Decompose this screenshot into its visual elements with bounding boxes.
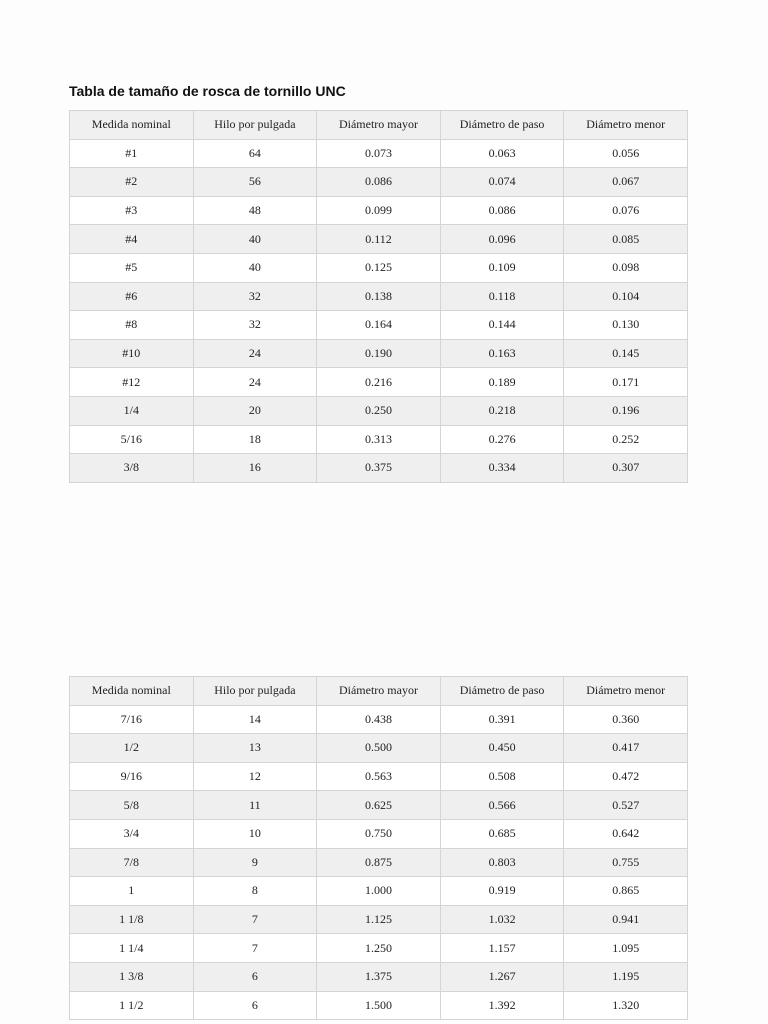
table-cell: 0.063 [440,139,564,168]
table-header [70,111,688,140]
table-row [70,762,688,791]
table-cell: 40 [193,253,317,282]
table-cell: 7/16 [70,705,194,734]
table-cell: #4 [70,225,194,254]
table-cell: 18 [193,425,317,454]
table-row [70,705,688,734]
table-row [70,168,688,197]
table-cell: 0.500 [317,734,441,763]
table-row [70,791,688,820]
table-cell: 0.144 [440,311,564,340]
column-header: Diámetro mayor [317,677,441,706]
table-cell: 0.138 [317,282,441,311]
table-row [70,339,688,368]
table-cell: 3/8 [70,454,194,483]
table-cell: 10 [193,819,317,848]
table-cell: 1.000 [317,877,441,906]
unc-thread-table-2 [69,676,688,1020]
table-row [70,962,688,991]
table-cell: 20 [193,396,317,425]
table-cell: 1 1/4 [70,934,194,963]
table-cell: 24 [193,368,317,397]
table-cell: 0.527 [564,791,688,820]
table-cell: 0.360 [564,705,688,734]
table-cell: 0.096 [440,225,564,254]
table-cell: 40 [193,225,317,254]
table-cell: 11 [193,791,317,820]
column-header: Medida nominal [70,111,194,140]
table-cell: 1.095 [564,934,688,963]
table-cell: #6 [70,282,194,311]
table-cell: 0.074 [440,168,564,197]
table-row [70,396,688,425]
table-cell: 0.164 [317,311,441,340]
table-cell: 0.218 [440,396,564,425]
table-cell: 0.189 [440,368,564,397]
table-cell: 0.450 [440,734,564,763]
table-row [70,196,688,225]
table-cell: 13 [193,734,317,763]
table-cell: 64 [193,139,317,168]
table-cell: 1.267 [440,962,564,991]
table-body [70,139,688,482]
table-cell: 0.563 [317,762,441,791]
table-cell: 1.125 [317,905,441,934]
table-cell: 16 [193,454,317,483]
table-cell: 1 1/8 [70,905,194,934]
table-cell: #12 [70,368,194,397]
column-header: Hilo por pulgada [193,111,317,140]
table-header [70,677,688,706]
table-cell: 0.375 [317,454,441,483]
table-cell: 0.118 [440,282,564,311]
table-row [70,225,688,254]
table-cell: 1.320 [564,991,688,1020]
table-cell: 0.073 [317,139,441,168]
table-cell: 0.190 [317,339,441,368]
table-cell: 0.508 [440,762,564,791]
table-cell: 0.685 [440,819,564,848]
table-cell: 7/8 [70,848,194,877]
table-cell: 1.500 [317,991,441,1020]
table-row [70,848,688,877]
table-cell: 0.642 [564,819,688,848]
table-cell: #1 [70,139,194,168]
table-cell: 1/2 [70,734,194,763]
table-row [70,139,688,168]
table-cell: 0.099 [317,196,441,225]
table-cell: 0.803 [440,848,564,877]
table-cell: 0.163 [440,339,564,368]
table-cell: #2 [70,168,194,197]
table-cell: 0.334 [440,454,564,483]
table-cell: 0.625 [317,791,441,820]
table-cell: 3/4 [70,819,194,848]
table-cell: 32 [193,311,317,340]
table-cell: 1 3/8 [70,962,194,991]
table-cell: 9 [193,848,317,877]
column-header: Diámetro menor [564,111,688,140]
column-header: Diámetro de paso [440,111,564,140]
table-cell: #10 [70,339,194,368]
table-cell: 0.109 [440,253,564,282]
table-cell: 0.125 [317,253,441,282]
table-cell: 0.472 [564,762,688,791]
table-cell: 0.865 [564,877,688,906]
table-cell: 56 [193,168,317,197]
table-cell: 0.086 [317,168,441,197]
table-cell: 24 [193,339,317,368]
table-row [70,311,688,340]
table-cell: 7 [193,934,317,963]
table-cell: 0.085 [564,225,688,254]
table-cell: 0.391 [440,705,564,734]
header-row [70,677,688,706]
table-cell: 14 [193,705,317,734]
table-cell: #3 [70,196,194,225]
table-cell: 1.195 [564,962,688,991]
column-header: Diámetro menor [564,677,688,706]
table-cell: 0.307 [564,454,688,483]
table-cell: 1.032 [440,905,564,934]
table-cell: 8 [193,877,317,906]
table-row [70,734,688,763]
table-cell: 1.375 [317,962,441,991]
column-header: Diámetro mayor [317,111,441,140]
table-cell: 0.252 [564,425,688,454]
table-cell: 0.171 [564,368,688,397]
table-cell: 7 [193,905,317,934]
table-cell: 1.157 [440,934,564,963]
table-cell: 0.056 [564,139,688,168]
table-cell: 5/16 [70,425,194,454]
table-row [70,454,688,483]
table-cell: 1 1/2 [70,991,194,1020]
table-cell: 0.250 [317,396,441,425]
table-cell: 0.086 [440,196,564,225]
table-cell: 0.196 [564,396,688,425]
table-cell: 0.098 [564,253,688,282]
table-row [70,991,688,1020]
table-row [70,282,688,311]
table-cell: 1.392 [440,991,564,1020]
table-cell: 48 [193,196,317,225]
table-cell: 0.750 [317,819,441,848]
table-body [70,705,688,1020]
table-cell: 0.875 [317,848,441,877]
table-cell: 0.438 [317,705,441,734]
table-cell: 1.250 [317,934,441,963]
table-cell: 0.313 [317,425,441,454]
table-cell: 6 [193,962,317,991]
table-cell: 5/8 [70,791,194,820]
table-cell: 0.755 [564,848,688,877]
table-cell: 0.104 [564,282,688,311]
column-header: Medida nominal [70,677,194,706]
table-cell: 6 [193,991,317,1020]
column-header: Diámetro de paso [440,677,564,706]
page-title: Tabla de tamaño de rosca de tornillo UNC [69,83,346,99]
table-cell: 12 [193,762,317,791]
table-row [70,905,688,934]
table-cell: 0.216 [317,368,441,397]
table-cell: 0.145 [564,339,688,368]
unc-thread-table-1 [69,110,688,483]
table-cell: 32 [193,282,317,311]
table-cell: 0.276 [440,425,564,454]
table-cell: 0.919 [440,877,564,906]
table-cell: #5 [70,253,194,282]
table-row [70,368,688,397]
table-cell: 1/4 [70,396,194,425]
table-cell: 0.067 [564,168,688,197]
table-row [70,253,688,282]
header-row [70,111,688,140]
table-cell: #8 [70,311,194,340]
table-cell: 1 [70,877,194,906]
table-cell: 9/16 [70,762,194,791]
table-row [70,877,688,906]
table-cell: 0.130 [564,311,688,340]
table-cell: 0.112 [317,225,441,254]
column-header: Hilo por pulgada [193,677,317,706]
table-row [70,819,688,848]
table-cell: 0.417 [564,734,688,763]
table-cell: 0.941 [564,905,688,934]
table-cell: 0.076 [564,196,688,225]
table-row [70,425,688,454]
table-cell: 0.566 [440,791,564,820]
table-row [70,934,688,963]
